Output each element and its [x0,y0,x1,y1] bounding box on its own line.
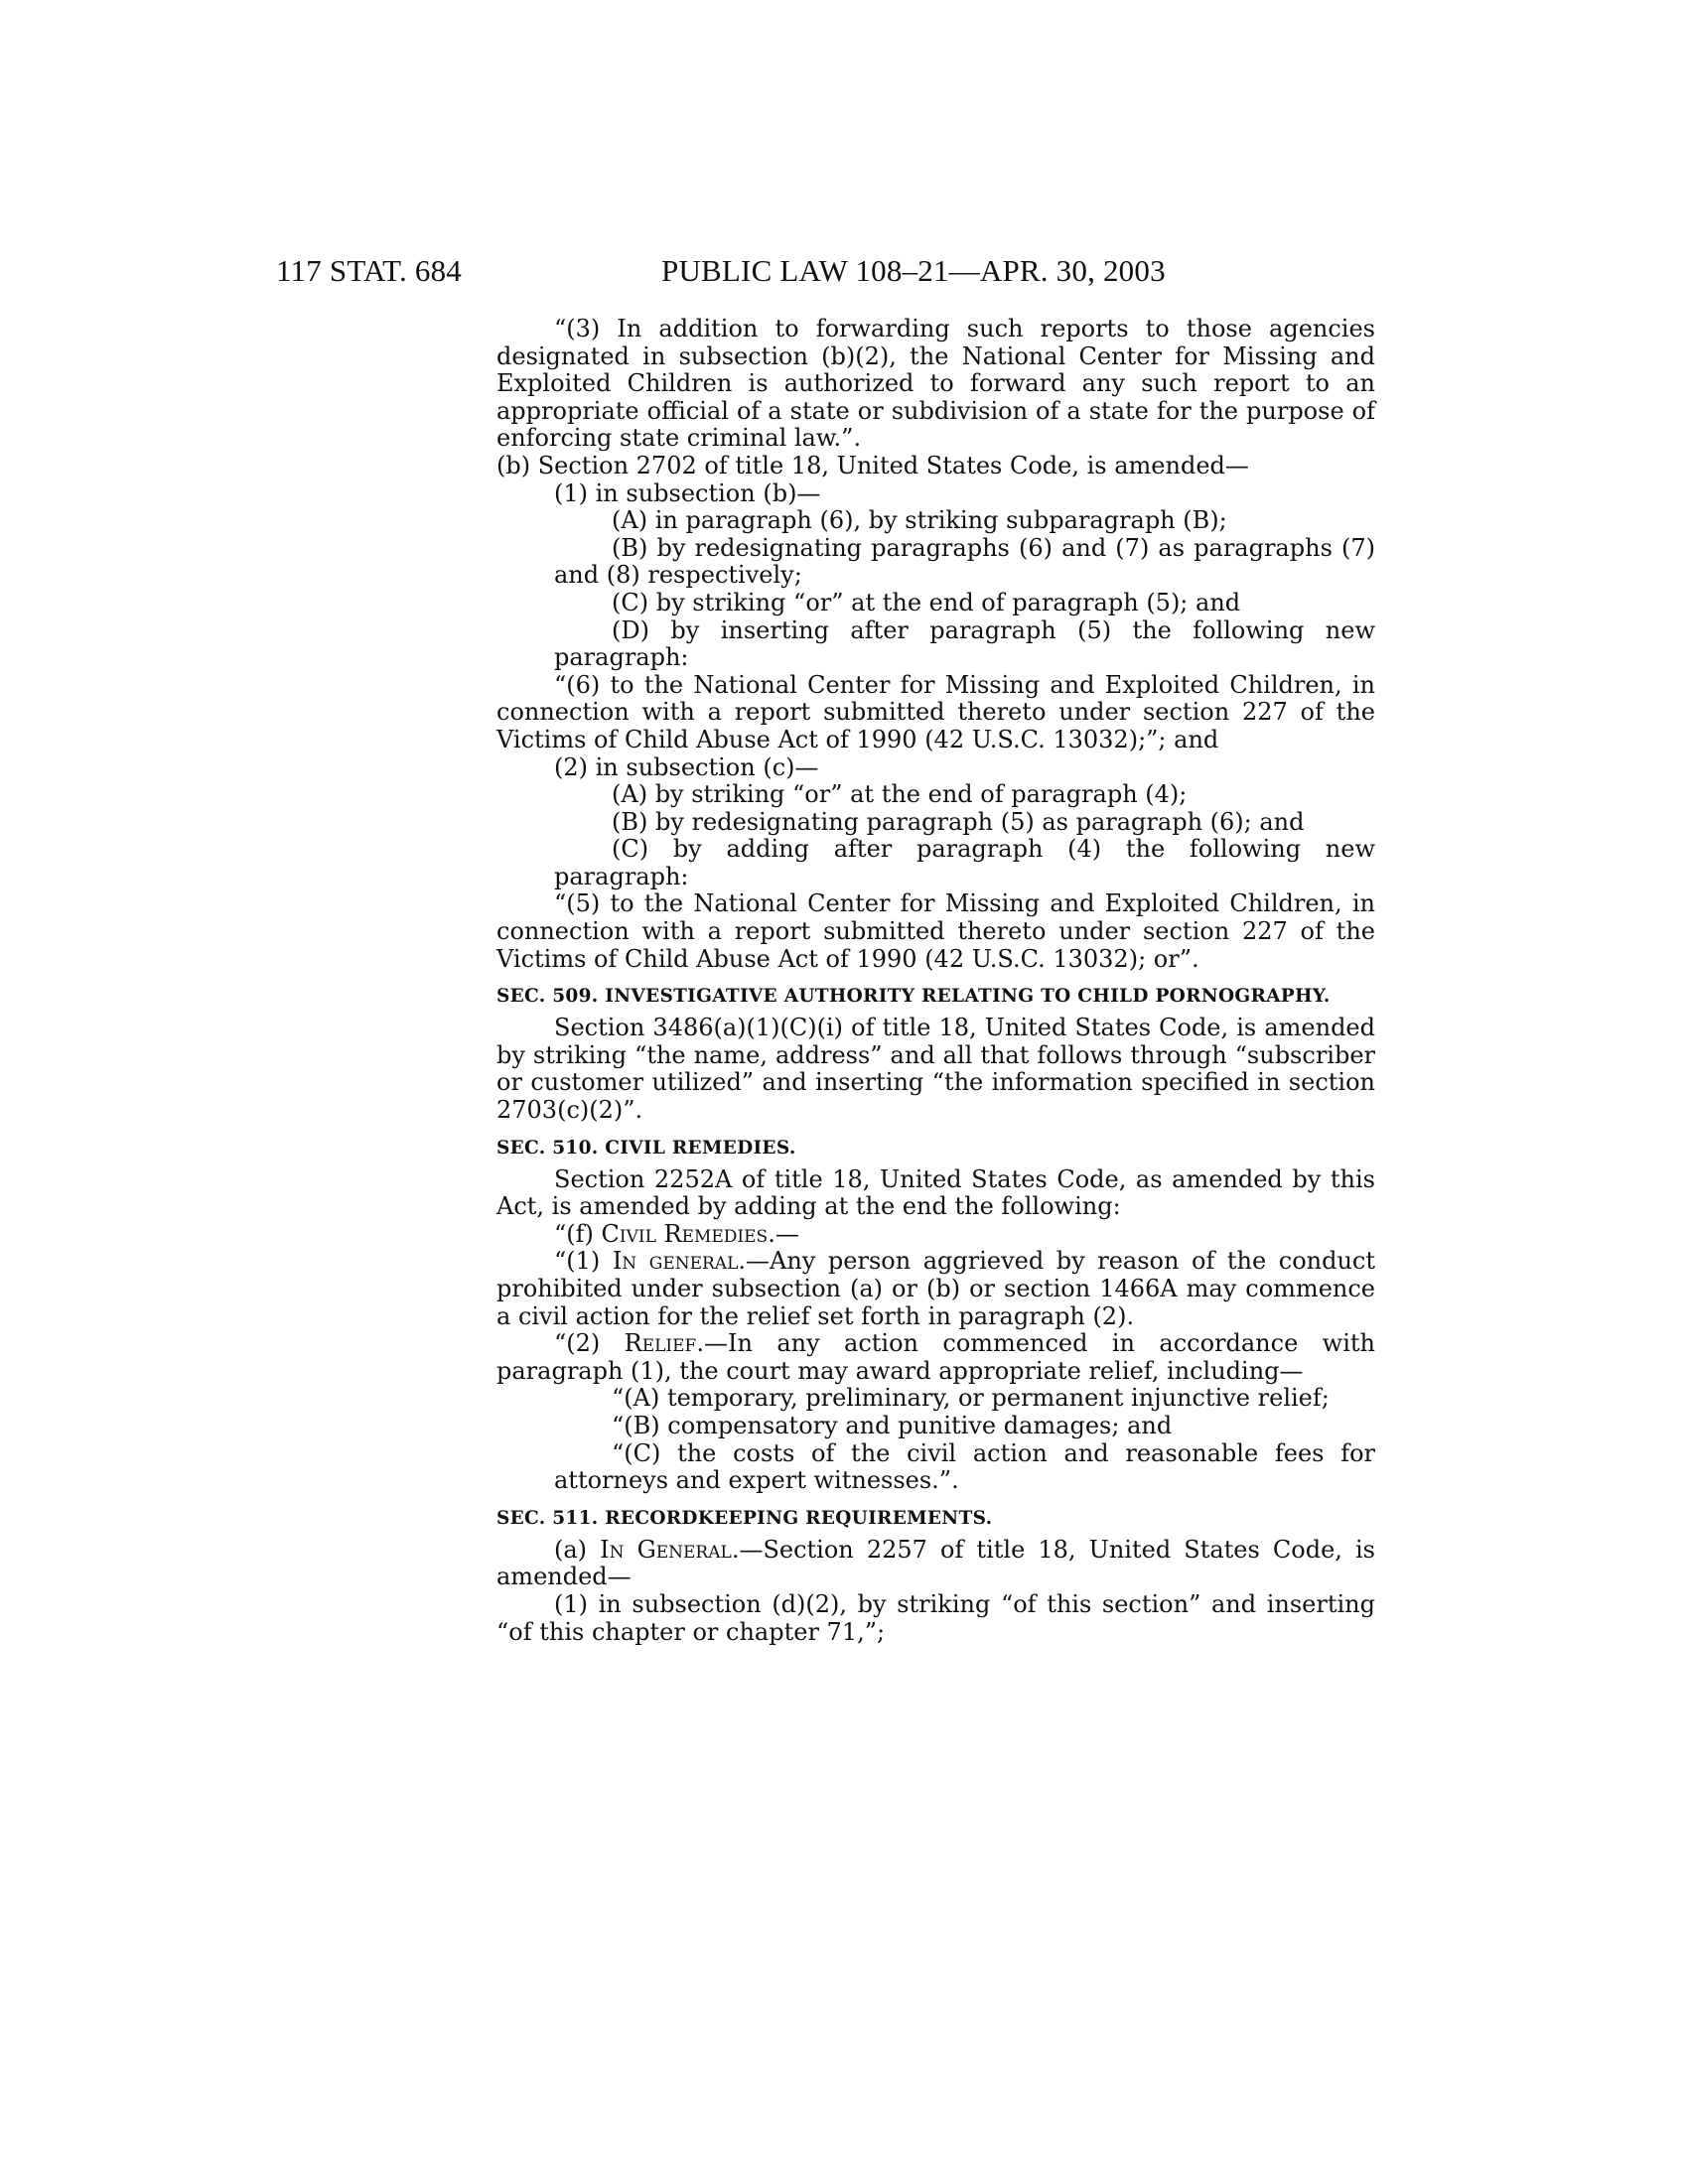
document-body [496,316,1375,1646]
paragraph: (A) by striking “or” at the end of paragraph (4); [612,780,1188,809]
paragraph: (1) in subsection (d)(2), by striking “of this section” and inserting “of this chapter or chapter 71,”; [496,1589,1375,1646]
paragraph: (2) in subsection (c)— [554,752,819,781]
section-heading-511: SEC. 511. RECORDKEEPING REQUIREMENTS. [496,1507,993,1529]
paragraph: (1) in subsection (b)— [554,478,821,507]
paragraph: (B) by redesignating paragraphs (6) and (7) as paragraphs (7) and (8) respectively; [554,533,1375,590]
section-text: Section 2252A of title 18, United States Code, as amended by this Act, is amended by adding at the end the following: [496,1164,1375,1221]
caption: In general [612,1247,739,1276]
public-law-title: PUBLIC LAW 108–21—APR. 30, 2003 [661,253,1166,288]
caption-dash: .— [768,1219,799,1248]
paragraph-text: .—Section 2257 of title 18, United States Code, is amended— [496,1535,1375,1591]
paragraph: (C) by adding after paragraph (4) the following new paragraph: [554,835,1375,890]
paragraph [496,1537,1375,1591]
caption: Relief [624,1329,697,1358]
paragraph [439,1330,1375,1385]
paragraph: (D) by inserting after paragraph (5) the following new paragraph: [554,615,1375,672]
paragraph: (C) by striking “or” at the end of paragraph (5); and [612,588,1241,616]
paragraph-text: .—In any action commenced in accordance with paragraph (1), the court may award appropriate relief, including— [496,1329,1375,1385]
paragraph: (B) by redesignating paragraph (5) as paragraph (6); and [612,807,1305,836]
quoted-paragraph: “(5) to the National Center for Missing and Exploited Children, in connection with a report submitted thereto under section 227 of the Victims of Child Abuse Act of 1990 (42 U.S.C. 13032); or”. [496,889,1375,973]
subsection-prefix: (a) [554,1535,601,1564]
section-heading-510: SEC. 510. CIVIL REMEDIES. [496,1137,796,1159]
paragraph: “(3) In addition to forwarding such reports to those agencies designated in subsection (b)(2), the National Center for Missing and Exploited Children is authorized to forward any such report to an appropriate official of a state or subdivision of a state for the purpose of enforcing state criminal law.”. [496,315,1375,453]
quote-prefix: “(f) [554,1219,602,1248]
quoted-paragraph: “(6) to the National Center for Missing and Exploited Children, in connection with a report submitted thereto under section 227 of the Victims of Child Abuse Act of 1990 (42 U.S.C. 13032);”; and [496,670,1375,753]
subparagraph: “(B) compensatory and punitive damages; and [612,1411,1173,1439]
quote-prefix: “(2) [554,1329,625,1358]
paragraph: (b) Section 2702 of title 18, United States Code, is amended— [496,451,1249,479]
paragraph [439,1248,1375,1330]
section-heading-509: SEC. 509. INVESTIGATIVE AUTHORITY RELATING TO CHILD PORNOGRAPHY. [496,986,1331,1008]
quote-prefix: “(1) [554,1247,613,1276]
section-text: Section 3486(a)(1)(C)(i) of title 18, United States Code, is amended by striking “the name, address” and all that follows through “subscriber or customer utilized” and inserting “the information specified in section 2703(c)(2)”. [496,1014,1375,1125]
paragraph: (A) in paragraph (6), by striking subparagraph (B); [612,506,1227,535]
caption: In General [600,1535,732,1564]
statute-page-reference: 117 STAT. 684 [276,253,462,288]
caption: Civil Remedies [601,1219,769,1248]
subsection-f-heading [496,1221,1375,1249]
running-head [0,251,1688,291]
subparagraph: “(A) temporary, preliminary, or permanent injunctive relief; [612,1384,1330,1413]
paragraph-text: .—Any person aggrieved by reason of the conduct prohibited under subsection (a) or (b) or section 1466A may commence a civil action for the relief set forth in paragraph (2). [496,1247,1375,1330]
subparagraph: “(C) the costs of the civil action and reasonable fees for attorneys and expert witnesses.”. [554,1438,1375,1495]
